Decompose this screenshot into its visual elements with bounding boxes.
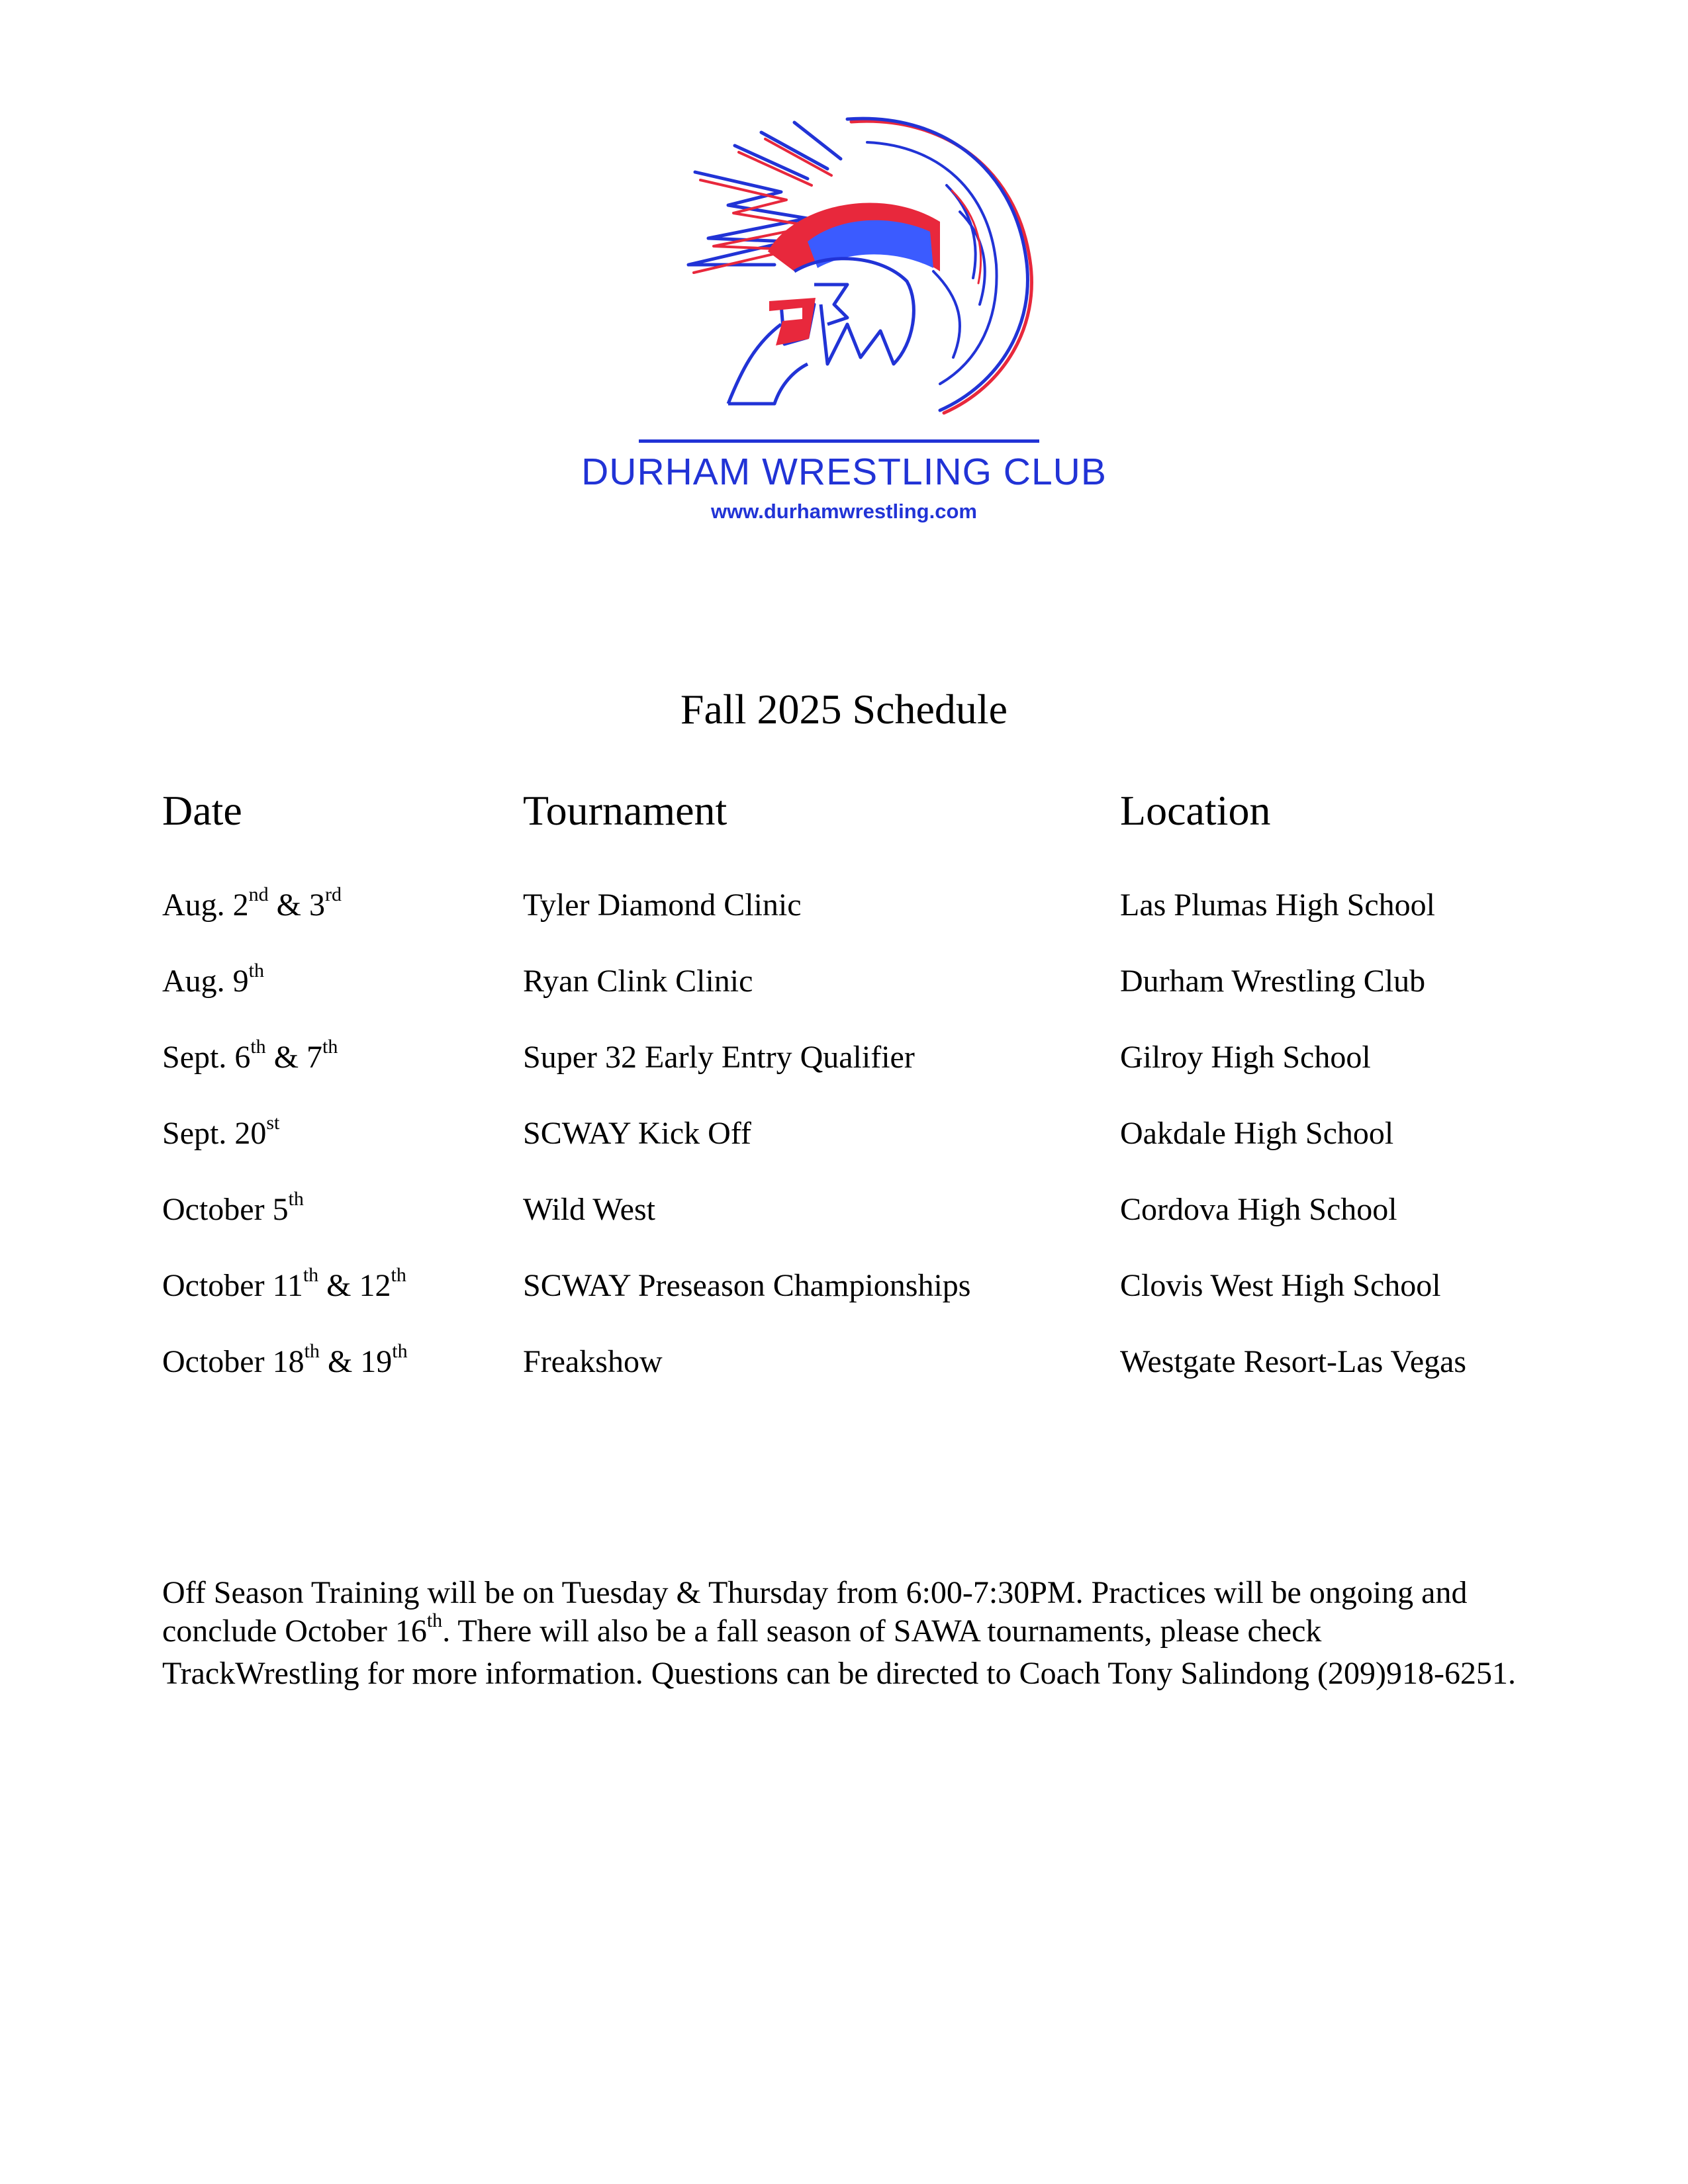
tournament-cell: Freakshow: [523, 1344, 663, 1379]
column-header-location: Location: [1120, 787, 1271, 834]
date-cell: Sept. 6th & 7th: [162, 1036, 338, 1075]
club-name: DURHAM WRESTLING CLUB: [581, 451, 1107, 493]
location-cell: Oakdale High School: [1120, 1116, 1394, 1151]
club-website: www.durhamwrestling.com: [711, 500, 977, 523]
date-cell: Aug. 2nd & 3rd: [162, 884, 342, 923]
table-row: [0, 1188, 1688, 1251]
tournament-cell: Wild West: [523, 1192, 655, 1227]
location-cell: Las Plumas High School: [1120, 887, 1435, 923]
column-header-date: Date: [162, 787, 242, 834]
date-cell: Sept. 20st: [162, 1112, 280, 1151]
location-cell: Cordova High School: [1120, 1192, 1397, 1227]
location-cell: Gilroy High School: [1120, 1040, 1371, 1075]
logo-divider: [639, 439, 1039, 443]
page-title: Fall 2025 Schedule: [680, 686, 1008, 733]
training-note: Off Season Training will be on Tuesday & Thursday from 6:00-7:30PM. Practices will be ongoing and conclude October 16th. There will also be a fall season of SAWA tournaments, please check TrackWrestling for more information. Questions can be directed to Coach Tony Salindong (209)918-6251.: [162, 1575, 1516, 1691]
location-cell: Clovis West High School: [1120, 1268, 1441, 1303]
column-header-tournament: Tournament: [523, 787, 727, 834]
location-cell: Westgate Resort-Las Vegas: [1120, 1344, 1467, 1379]
table-row: [0, 1112, 1688, 1175]
table-row: [0, 884, 1688, 946]
date-cell: Aug. 9th: [162, 960, 265, 999]
date-cell: October 5th: [162, 1188, 304, 1227]
table-row: [0, 960, 1688, 1023]
tournament-cell: Super 32 Early Entry Qualifier: [523, 1040, 915, 1075]
location-cell: Durham Wrestling Club: [1120, 964, 1426, 999]
spartan-helmet-icon: [629, 106, 1053, 430]
tournament-cell: Tyler Diamond Clinic: [523, 887, 802, 923]
table-row: [0, 1036, 1688, 1099]
tournament-cell: Ryan Clink Clinic: [523, 964, 753, 999]
date-cell: October 18th & 19th: [162, 1340, 408, 1379]
table-row: [0, 1340, 1688, 1403]
table-row: [0, 1264, 1688, 1327]
date-cell: October 11th & 12th: [162, 1264, 406, 1303]
tournament-cell: SCWAY Preseason Championships: [523, 1268, 971, 1303]
tournament-cell: SCWAY Kick Off: [523, 1116, 751, 1151]
